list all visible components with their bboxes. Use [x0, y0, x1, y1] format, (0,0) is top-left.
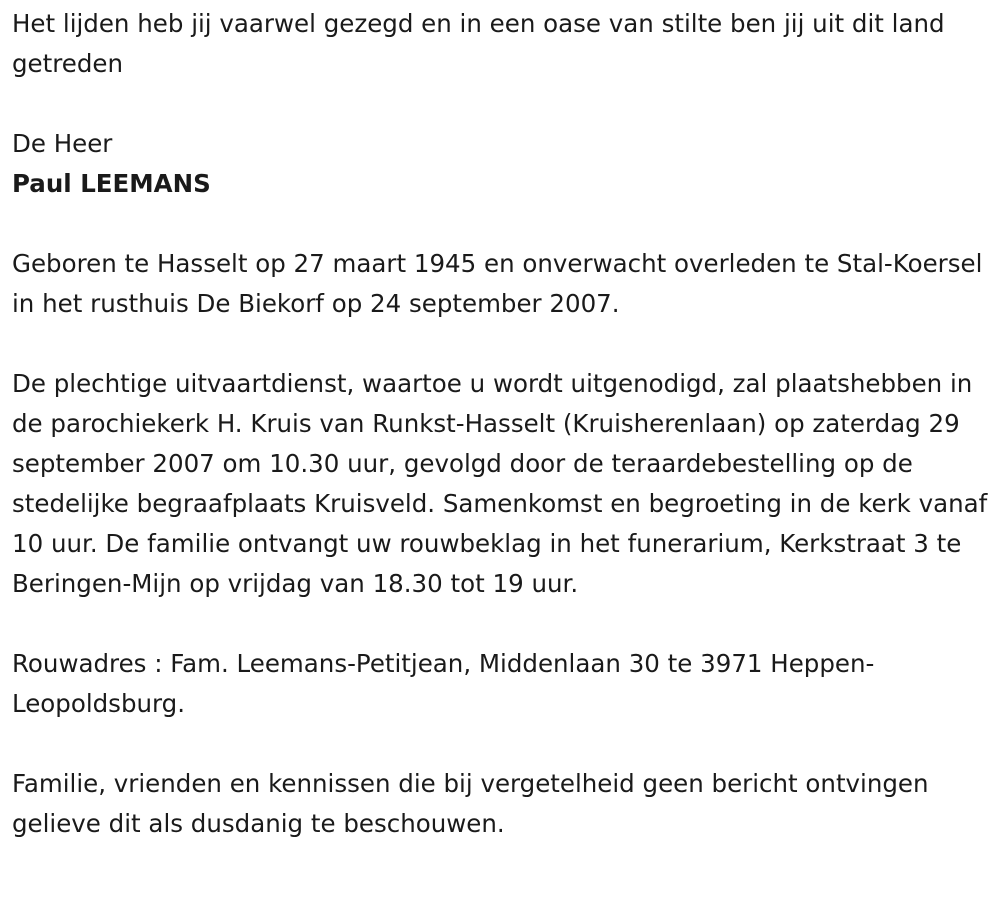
mourning-address-paragraph: Rouwadres : Fam. Leemans-Petitjean, Middenlaan 30 te 3971 Heppen-Leopoldsburg. [12, 649, 875, 718]
birth-death-paragraph: Geboren te Hasselt op 27 maart 1945 en onverwacht overleden te Stal-Koersel in het rusthuis De Biekorf op 24 september 2007. [12, 249, 983, 318]
closing-paragraph: Familie, vrienden en kennissen die bij vergetelheid geen bericht ontvingen gelieve dit als dusdanig te beschouwen. [12, 769, 929, 838]
funeral-service-paragraph: De plechtige uitvaartdienst, waartoe u wordt uitgenodigd, zal plaatshebben in de parochiekerk H. Kruis van Runkst-Hasselt (Kruisherenlaan) op zaterdag 29 september 2007 om 10.30 uur, gevolgd door de teraardebestelling op de stedelijke begraafplaats Kruisveld. Samenkomst en begroeting in de kerk vanaf 10 uur. De familie ontvangt uw rouwbeklag in het funerarium, Kerkstraat 3 te Beringen-Mijn op vrijdag van 18.30 tot 19 uur. [12, 369, 988, 598]
deceased-name: Paul LEEMANS [12, 169, 211, 198]
honorific-title: De Heer [12, 129, 113, 158]
intro-verse: Het lijden heb jij vaarwel gezegd en in een oase van stilte ben jij uit dit land getreden [12, 9, 945, 78]
